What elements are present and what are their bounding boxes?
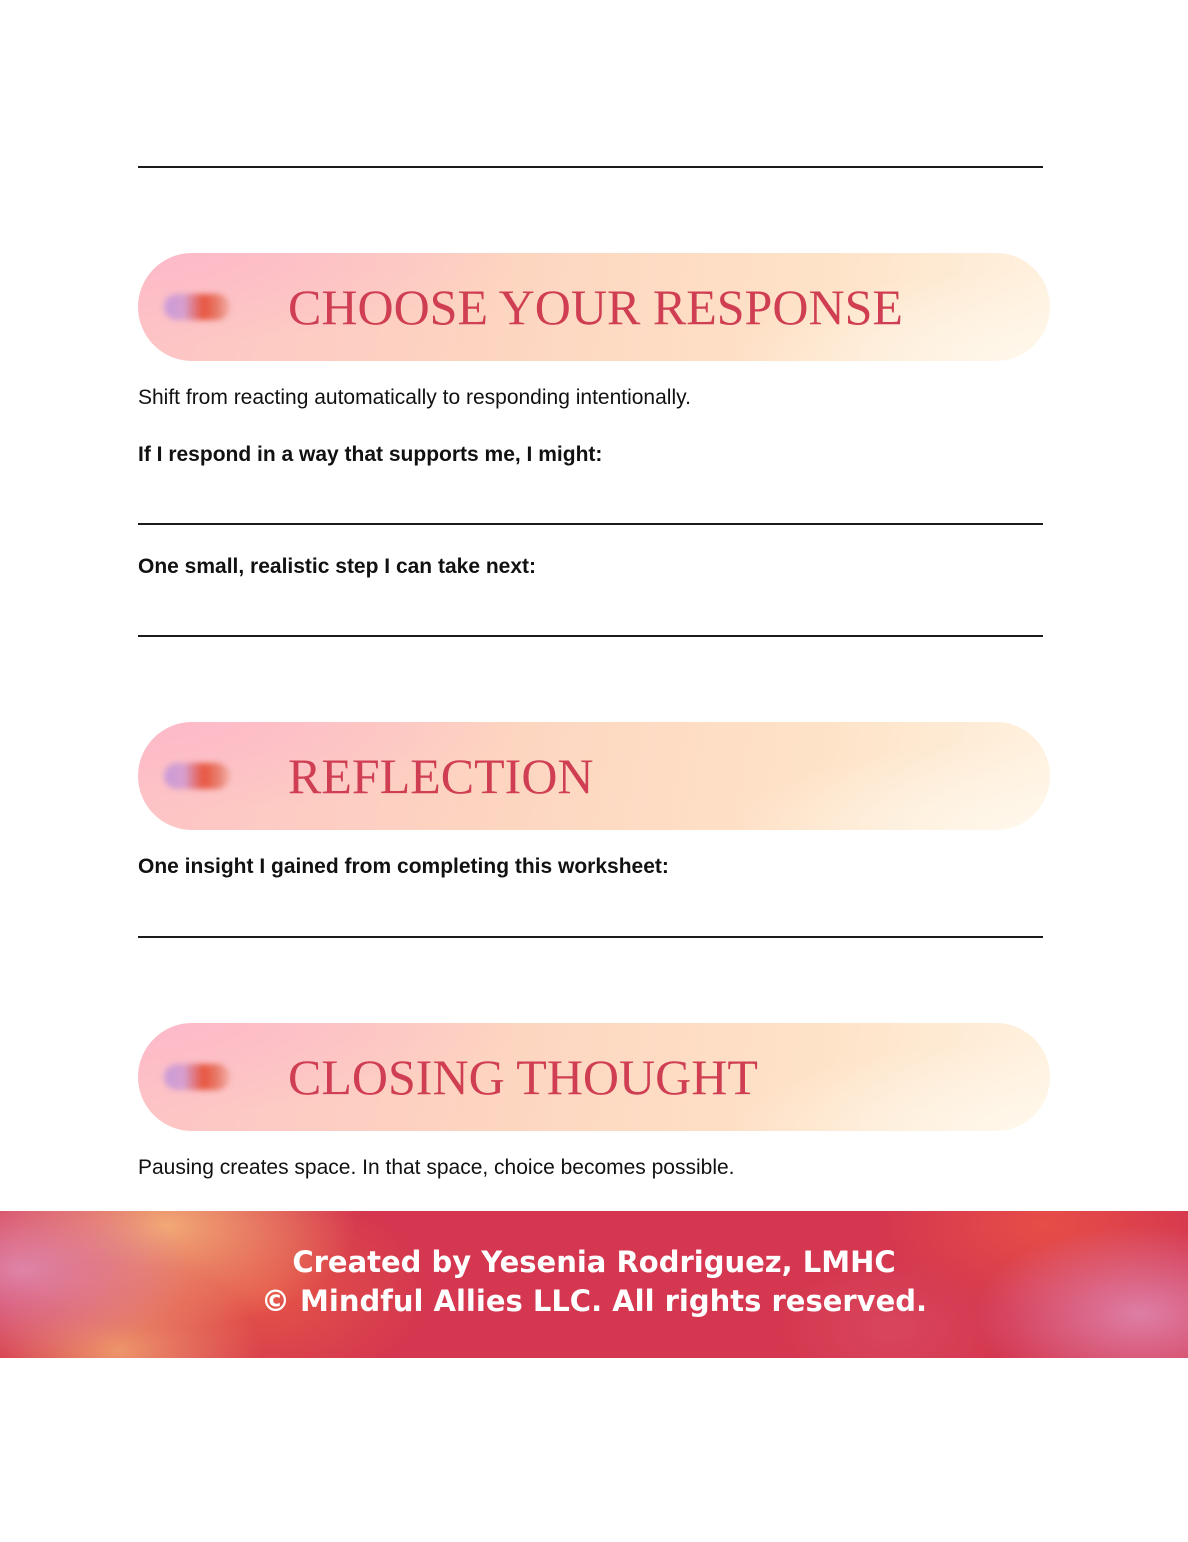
answer-line[interactable] <box>138 523 1043 525</box>
footer-credit: Created by Yesenia Rodriguez, LMHC <box>292 1245 896 1279</box>
gradient-dot-icon <box>164 294 230 320</box>
prompt-respond-supportively: If I respond in a way that supports me, I might: <box>138 443 603 466</box>
answer-line[interactable] <box>138 166 1043 168</box>
gradient-dot-icon <box>164 1064 230 1090</box>
prompt-insight: One insight I gained from completing this worksheet: <box>138 855 669 878</box>
footer-banner <box>0 1211 1188 1358</box>
closing-text: Pausing creates space. In that space, choice becomes possible. <box>138 1156 735 1179</box>
section-header-reflection <box>138 722 1050 830</box>
section-title: REFLECTION <box>288 748 594 804</box>
section-title: CLOSING THOUGHT <box>288 1049 758 1105</box>
answer-line[interactable] <box>138 936 1043 938</box>
answer-line[interactable] <box>138 635 1043 637</box>
gradient-dot-icon <box>164 763 230 789</box>
section-intro: Shift from reacting automatically to responding intentionally. <box>138 386 691 409</box>
section-title: CHOOSE YOUR RESPONSE <box>288 279 903 335</box>
section-header-choose-your-response <box>138 253 1050 361</box>
section-header-closing-thought <box>138 1023 1050 1131</box>
prompt-next-step: One small, realistic step I can take next: <box>138 555 537 578</box>
footer-copyright: © Mindful Allies LLC. All rights reserved. <box>260 1284 928 1318</box>
